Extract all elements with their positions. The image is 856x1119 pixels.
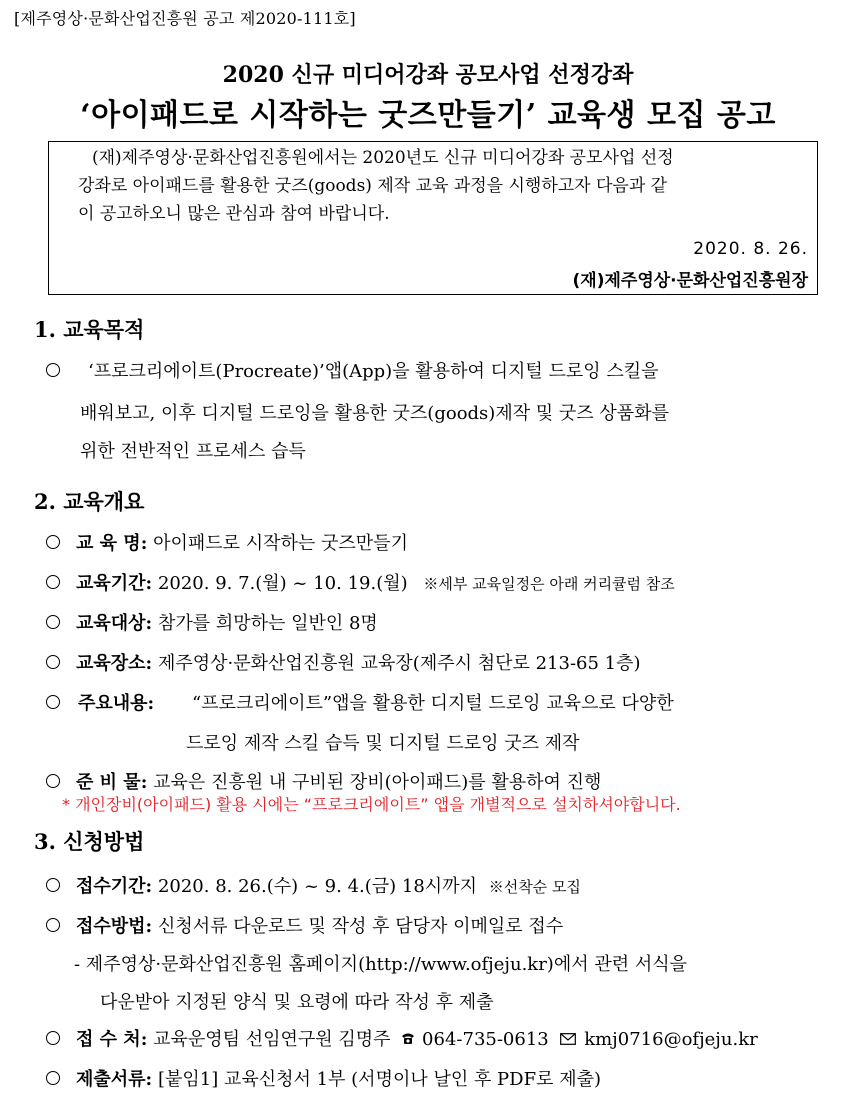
apply-period-row — [76, 872, 581, 898]
course-period-label: 교육기간: — [76, 573, 153, 594]
apply-method-label: 접수방법: — [76, 916, 153, 937]
intro-line: 강좌로 아이패드를 활용한 굿즈(goods) 제작 교육 과정을 시행하고자 다음과 같 — [78, 176, 668, 196]
apply-method-value: 신청서류 다운로드 및 작성 후 담당자 이메일로 접수 — [157, 916, 564, 937]
notice-reference-number: [제주영상·문화산업진흥원 공고 제2020-111호] — [14, 9, 356, 28]
bullet-icon — [46, 915, 60, 936]
contact-row — [76, 1025, 758, 1051]
intro-text — [78, 144, 796, 228]
apply-method-detail-1 — [74, 950, 830, 976]
apply-method-detail-text: - 제주영상·문화산업진흥원 홈페이지(http://www.ofjeju.kr)에서 관련 서식을 — [74, 954, 687, 975]
intro-line: (재)제주영상·문화산업진흥원에서는 2020년도 신규 미디어강좌 공모사업 선정 — [92, 148, 674, 168]
contact-phone: 064-735-0613 — [422, 1029, 549, 1050]
course-content-label-text: 주요내용: — [78, 693, 155, 714]
documents-label: 제출서류: — [76, 1069, 153, 1090]
notice-date: 2020. 8. 26. — [693, 239, 808, 259]
course-content-line-1 — [192, 689, 828, 715]
device-warning: * 개인장비(아이패드) 활용 시에는 “프로크리에이트” 앱을 개별적으로 설치하셔야합니다. — [62, 795, 681, 814]
bullet-icon — [46, 875, 60, 896]
course-content-line-2: 드로잉 제작 스킬 습득 및 디지털 드로잉 굿즈 제작 — [186, 733, 580, 754]
apply-method-detail-2: 다운받아 지정된 양식 및 요령에 따라 작성 후 제출 — [100, 992, 494, 1013]
course-place-row — [76, 649, 641, 675]
course-prep-row — [76, 768, 601, 794]
purpose-line-3: 위한 전반적인 프로세스 습득 — [80, 441, 306, 462]
apply-period-label: 접수기간: — [76, 876, 153, 897]
course-prep-label: 준 비 물: — [76, 772, 148, 793]
intro-line: 이 공고하오니 많은 관심과 참여 바랍니다. — [78, 204, 390, 224]
course-period-value: 2020. 9. 7.(월) ~ 10. 19.(월) — [157, 573, 408, 594]
purpose-line-1 — [88, 357, 830, 383]
apply-period-note: ※선착순 모집 — [488, 878, 581, 896]
bullet-icon — [46, 771, 60, 792]
contact-label: 접 수 처: — [76, 1029, 148, 1050]
contact-email: kmj0716@ofjeju.kr — [584, 1029, 758, 1050]
bullet-icon — [46, 360, 60, 381]
course-period-row — [76, 569, 675, 595]
course-target-row — [76, 609, 378, 635]
course-period-note: ※세부 교육일정은 아래 커리큘럼 참조 — [423, 575, 675, 593]
contact-value: 교육운영팀 선임연구원 김명주 — [153, 1029, 391, 1050]
course-prep-value: 교육은 진흥원 내 구비된 장비(아이패드)를 활용하여 진행 — [153, 772, 602, 793]
course-content-text: “프로크리에이트”앱을 활용한 디지털 드로잉 교육으로 다양한 — [192, 693, 674, 714]
bullet-icon — [46, 532, 60, 553]
course-name-value: 아이패드로 시작하는 굿즈만들기 — [153, 533, 408, 554]
course-place-value: 제주영상·문화산업진흥원 교육장(제주시 첨단로 213-65 1층) — [157, 653, 641, 674]
section-title-overview: 2. 교육개요 — [34, 489, 145, 514]
bullet-icon — [46, 612, 60, 633]
title-line-2: ‘아이패드로 시작하는 굿즈만들기’ 교육생 모집 공고 — [80, 98, 776, 133]
course-target-value: 참가를 희망하는 일반인 8명 — [157, 613, 378, 634]
course-target-label: 교육대상: — [76, 613, 153, 634]
bullet-icon — [46, 1068, 60, 1089]
documents-row — [76, 1065, 601, 1091]
documents-value: [붙임1] 교육신청서 1부 (서명이나 날인 후 PDF로 제출) — [157, 1069, 601, 1090]
apply-method-row — [76, 912, 563, 938]
apply-period-value: 2020. 8. 26.(수) ~ 9. 4.(금) 18시까지 — [157, 876, 477, 897]
title-line-1: 2020 신규 미디어강좌 공모사업 선정강좌 — [222, 62, 634, 88]
issuing-organization: (재)제주영상·문화산업진흥원장 — [572, 271, 808, 291]
course-name-row — [76, 529, 408, 555]
bullet-icon — [46, 692, 60, 713]
section-title-application: 3. 신청방법 — [34, 829, 145, 854]
bullet-icon — [46, 1028, 60, 1049]
purpose-text: ‘프로크리에이트(Procreate)’앱(App)을 활용하여 디지털 드로잉 스킬을 — [88, 361, 659, 382]
phone-icon — [400, 1029, 416, 1050]
bullet-icon — [46, 652, 60, 673]
section-title-purpose: 1. 교육목적 — [34, 317, 145, 342]
bullet-icon — [46, 572, 60, 593]
mail-icon — [560, 1029, 578, 1050]
course-content-label — [78, 689, 154, 715]
course-name-label: 교 육 명: — [76, 533, 148, 554]
course-place-label: 교육장소: — [76, 653, 153, 674]
purpose-line-2: 배워보고, 이후 디지털 드로잉을 활용한 굿즈(goods)제작 및 굿즈 상품화를 — [80, 403, 669, 424]
